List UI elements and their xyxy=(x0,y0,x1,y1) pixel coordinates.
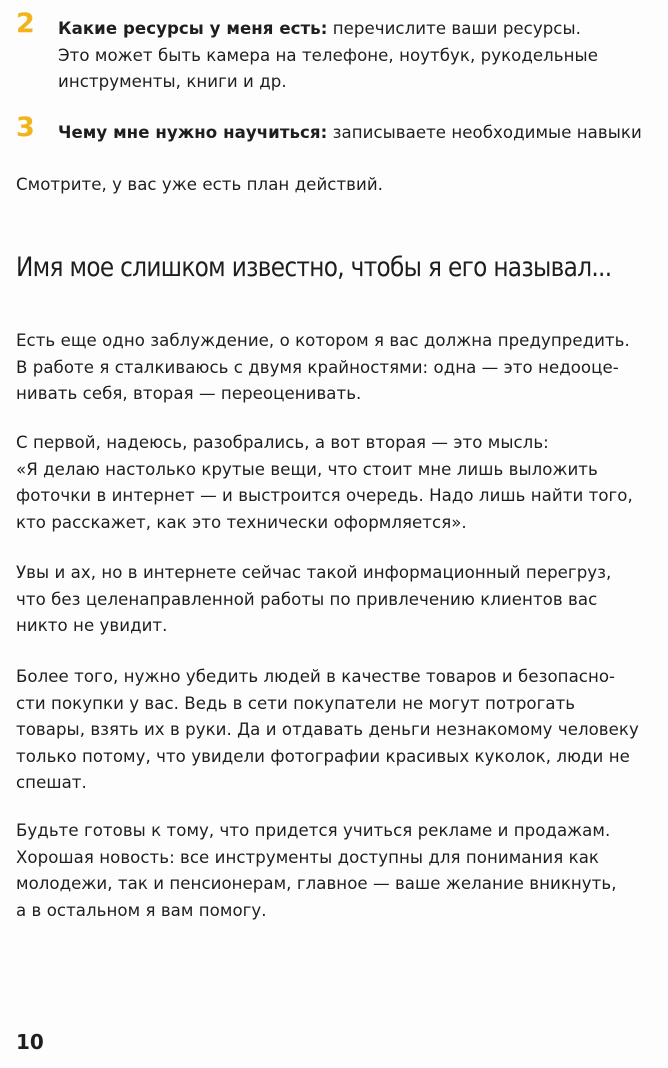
text-line: В работе я сталкиваюсь с двумя крайностями: одна — это недооце- xyxy=(16,357,619,377)
text-line: товары, взять их в руки. Да и отдавать деньги незнакомому человеку xyxy=(16,720,639,739)
list-item-text xyxy=(58,120,656,147)
page-number: 10 xyxy=(16,1030,44,1054)
list-number: 2 xyxy=(16,8,35,39)
text-line: спешат. xyxy=(16,773,87,792)
list-number: 3 xyxy=(16,112,35,143)
text-line: кто расскажет, как это технически оформляется». xyxy=(16,512,467,532)
text-line: фоточки в интернет — и выстроится очередь. Надо лишь найти того, xyxy=(16,486,633,505)
text-line: нивать себя, вторая — переоценивать. xyxy=(16,384,362,403)
text-line: Будьте готовы к тому, что придется учиться рекламе и продажам. xyxy=(16,821,611,840)
text-line: «Я делаю настолько крутые вещи, что стоит мне лишь выложить xyxy=(16,459,598,479)
text-line: С первой, надеюсь, разобрались, а вот вторая — это мысль: xyxy=(16,433,549,452)
list-item-line: инструменты, книги и др. xyxy=(58,72,287,91)
paragraph-good-news xyxy=(16,818,658,924)
list-item-line: записываете необходимые навыки xyxy=(327,123,642,142)
list-item-line: перечислите ваши ресурсы. xyxy=(327,19,581,38)
text-line: никто не увидит. xyxy=(16,616,168,635)
paragraph-second-extreme xyxy=(16,430,658,536)
list-item-text xyxy=(58,16,656,96)
text-line: что без целенаправленной работы по привлечению клиентов вас xyxy=(16,589,598,609)
text-line: сти покупки у вас. Ведь в сети покупатели не могут потрогать xyxy=(16,693,576,713)
paragraph-overload xyxy=(16,560,658,640)
text-line: молодежи, так и пенсионерам, главное — ваше желание вникнуть, xyxy=(16,874,617,893)
text-line: а в остальном я вам помогу. xyxy=(16,900,267,920)
section-heading: Имя мое слишком известно, чтобы я его называл... xyxy=(16,252,612,283)
text-line: Смотрите, у вас уже есть план действий. xyxy=(16,175,383,194)
paragraph-misconception xyxy=(16,328,658,408)
text-line: Увы и ах, но в интернете сейчас такой информационный перегруз, xyxy=(16,563,612,582)
list-item-resources xyxy=(16,8,656,96)
list-item-label: Чему мне нужно научиться: xyxy=(58,123,328,142)
paragraph-trust xyxy=(16,664,658,797)
text-line: только потому, что увидели фотографии красивых куколок, люди не xyxy=(16,746,630,766)
text-line: Есть еще одно заблуждение, о котором я вас должна предупредить. xyxy=(16,331,630,350)
list-item-skills xyxy=(16,112,656,147)
list-item-line: Это может быть камера на телефоне, ноутбук, рукодельные xyxy=(58,45,598,65)
text-line: Хорошая новость: все инструменты доступны для понимания как xyxy=(16,847,599,867)
intro-paragraph xyxy=(16,172,658,199)
list-item-label: Какие ресурсы у меня есть: xyxy=(58,19,328,38)
text-line: Более того, нужно убедить людей в качестве товаров и безопасно- xyxy=(16,667,616,686)
